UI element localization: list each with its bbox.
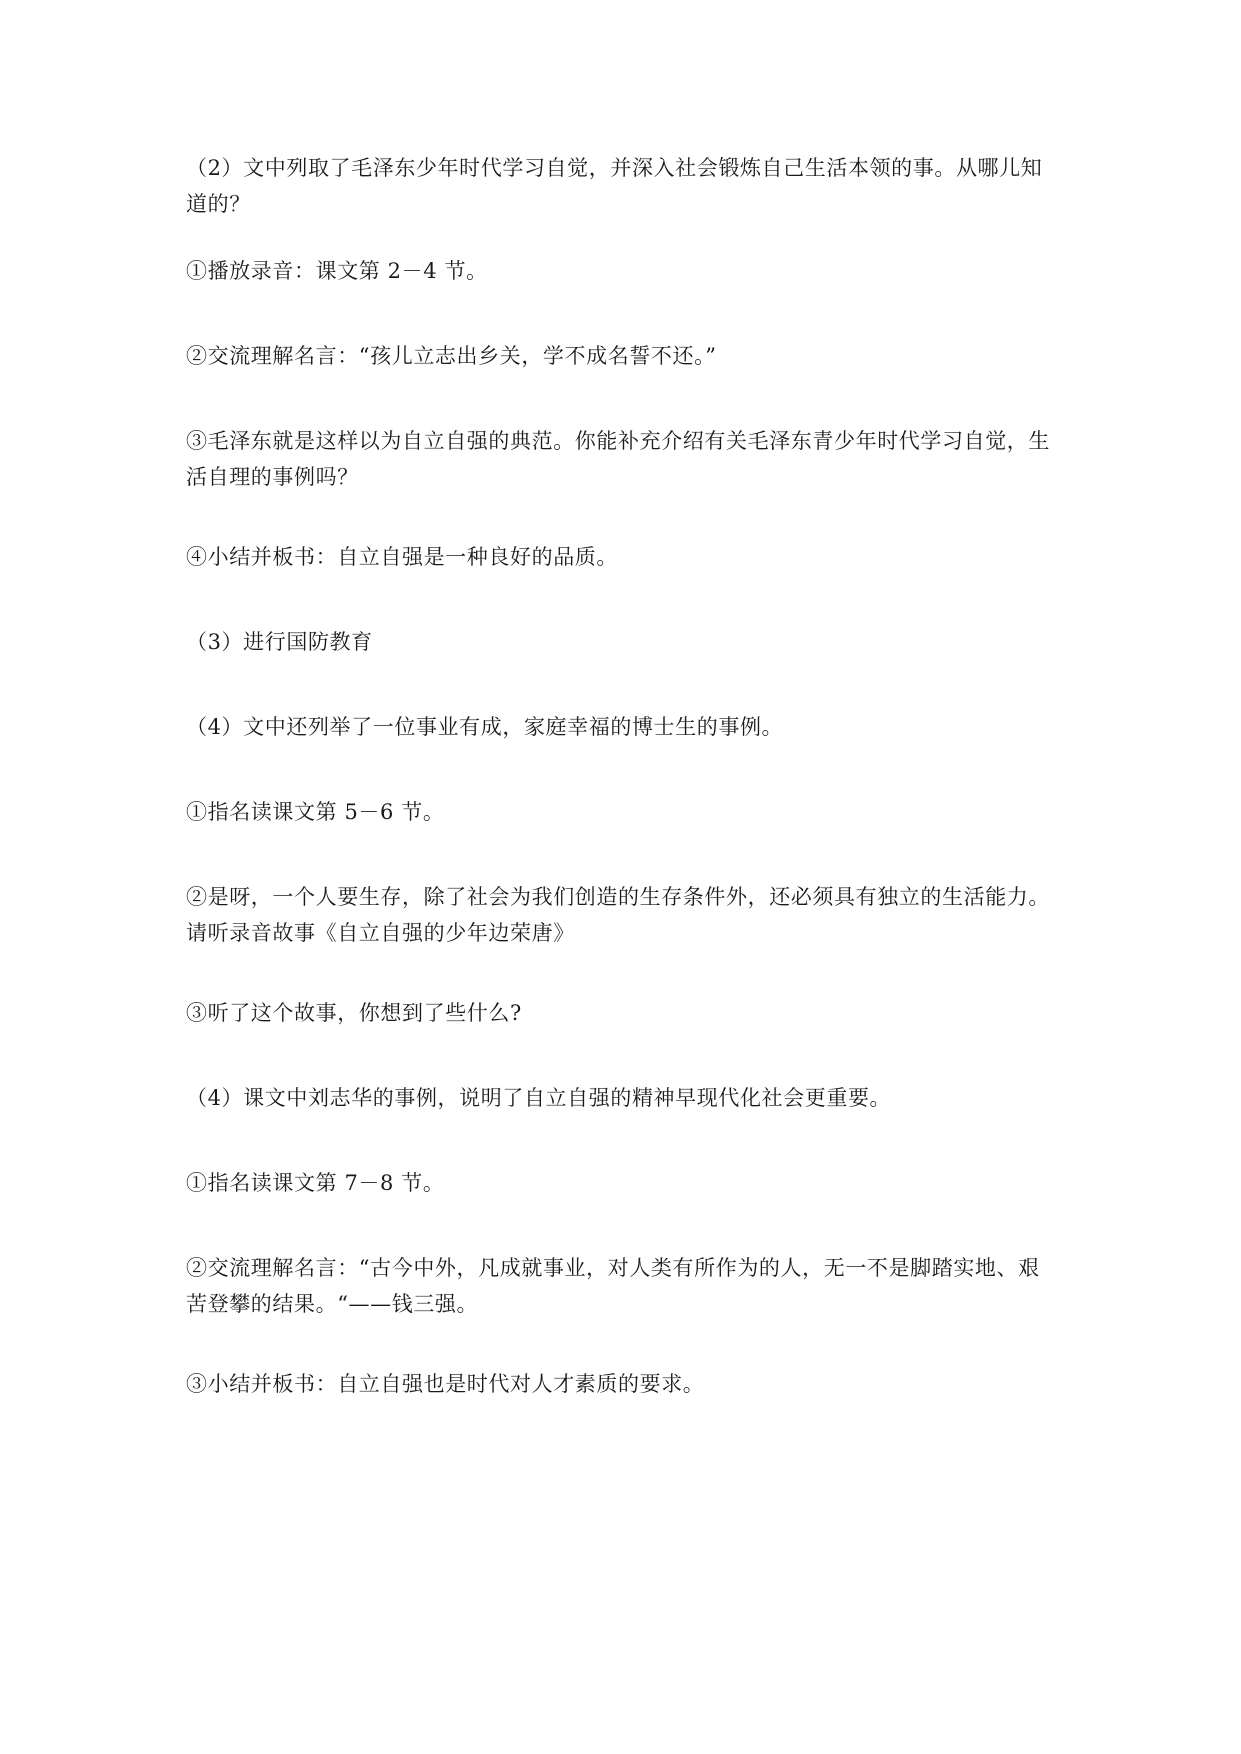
- paragraph-line: ③毛泽东就是这样以为自立自强的典范。你能补充介绍有关毛泽东青少年时代学习自觉，生: [186, 429, 1050, 453]
- paragraph-question-4b: [186, 1080, 1066, 1116]
- paragraph-question-4a: [186, 709, 1066, 745]
- paragraph-question-3: [186, 624, 1066, 660]
- paragraph-step-3b: [186, 995, 1066, 1031]
- paragraph-line: 请听录音故事《自立自强的少年边荣唐》: [186, 921, 575, 945]
- paragraph-step-1b: [186, 794, 1066, 830]
- paragraph-step-2: [186, 338, 1066, 374]
- paragraph-line: （3）进行国防教育: [186, 630, 373, 654]
- paragraph-step-2c: [186, 1250, 1066, 1322]
- paragraph-question-2: [186, 150, 1066, 222]
- paragraph-line: ①指名读课文第 5－6 节。: [186, 800, 445, 824]
- paragraph-step-1c: [186, 1165, 1066, 1201]
- paragraph-step-3: [186, 423, 1066, 495]
- paragraph-line: ②交流理解名言：“古今中外，凡成就事业，对人类有所作为的人，无一不是脚踏实地、艰: [186, 1256, 1040, 1280]
- paragraph-line: ①指名读课文第 7－8 节。: [186, 1171, 445, 1195]
- paragraph-step-1: [186, 253, 1066, 289]
- paragraph-step-2b: [186, 879, 1066, 951]
- paragraph-line: ④小结并板书：自立自强是一种良好的品质。: [186, 545, 618, 569]
- paragraph-line: ③小结并板书：自立自强也是时代对人才素质的要求。: [186, 1372, 705, 1396]
- paragraph-line: ①播放录音：课文第 2－4 节。: [186, 259, 488, 283]
- paragraph-line: （4）课文中刘志华的事例，说明了自立自强的精神早现代化社会更重要。: [186, 1086, 892, 1110]
- paragraph-line: （4）文中还列举了一位事业有成，家庭幸福的博士生的事例。: [186, 715, 784, 739]
- paragraph-line: 苦登攀的结果。“——钱三强。: [186, 1292, 479, 1316]
- paragraph-step-4: [186, 539, 1066, 575]
- paragraph-step-3c: [186, 1366, 1066, 1402]
- paragraph-line: 活自理的事例吗？: [186, 465, 359, 489]
- paragraph-line: （2）文中列取了毛泽东少年时代学习自觉，并深入社会锻炼自己生活本领的事。从哪儿知: [186, 156, 1043, 180]
- paragraph-line: 道的？: [186, 192, 251, 216]
- paragraph-line: ②交流理解名言：“孩儿立志出乡关，学不成名誓不还。”: [186, 344, 717, 368]
- paragraph-line: ②是呀，一个人要生存，除了社会为我们创造的生存条件外，还必须具有独立的生活能力。: [186, 885, 1050, 909]
- paragraph-line: ③听了这个故事，你想到了些什么?: [186, 1001, 522, 1025]
